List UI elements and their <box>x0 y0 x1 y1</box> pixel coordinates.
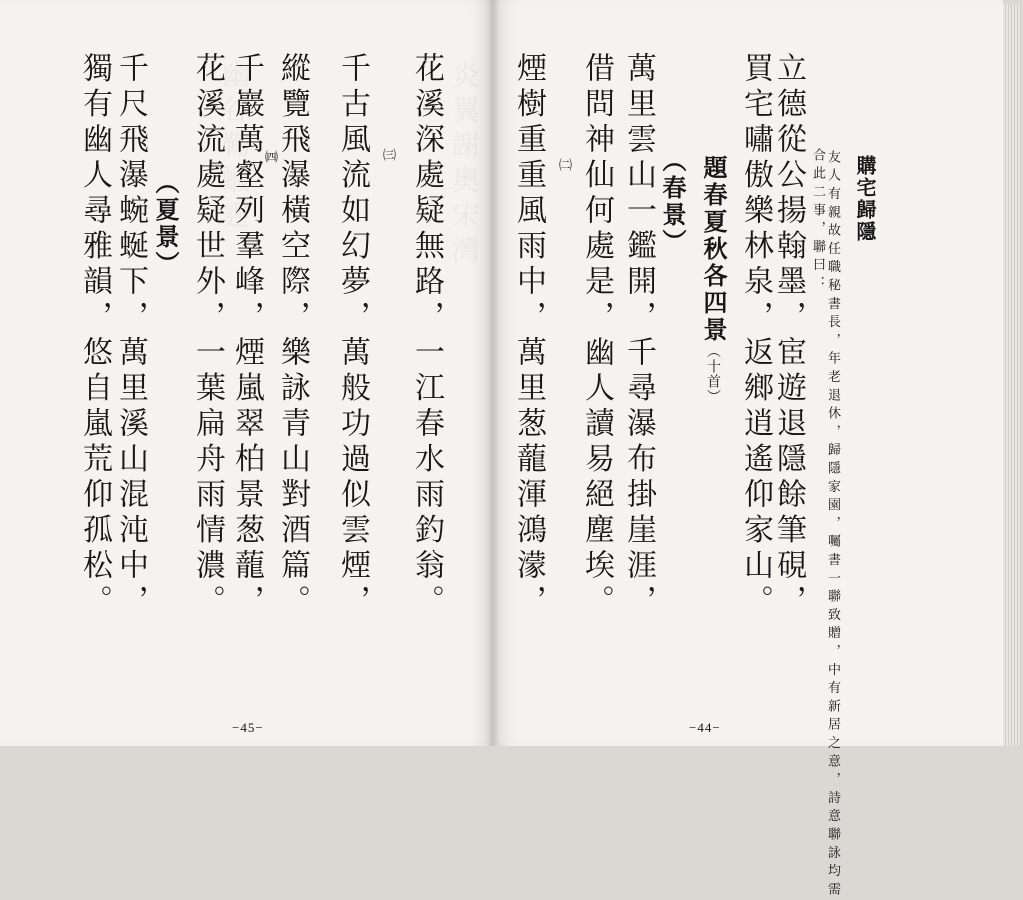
page-number-right: −44− <box>689 720 721 735</box>
left-line-6: 千尺飛瀑蜿蜒下，萬里溪山混沌中， <box>113 52 148 620</box>
left-marker-4: ㈣ <box>262 150 277 169</box>
page-edges <box>1003 4 1021 746</box>
heading-main <box>701 155 725 404</box>
poem1-line-1: 萬里雲山一鑑開，千尋瀑布掛崖涯， <box>621 52 656 620</box>
page-number-left: −45− <box>232 720 264 735</box>
left-page <box>0 0 493 746</box>
heading-sub-text: （十首） <box>705 344 721 404</box>
left-line-7: 獨有幽人尋雅韻，悠自嵐荒仰孤松。 <box>77 52 112 620</box>
left-marker-3: ㈢ <box>380 148 395 167</box>
marker-2: ㈡ <box>556 158 571 177</box>
left-line-4: 千巖萬壑列羣峰，煙嵐翠柏景葱蘢， <box>229 52 264 620</box>
summer-heading: （夏景） <box>151 170 179 278</box>
show-through-text <box>450 60 478 270</box>
poem2-line-1: 煙樹重重風雨中，萬里葱蘢渾鴻濛， <box>511 52 546 620</box>
left-line-3: 縱覽飛瀑橫空際，樂詠青山對酒篇。 <box>275 52 310 620</box>
book-gutter <box>486 0 500 746</box>
right-page <box>493 0 1003 900</box>
intro-text-line-2: 合此二事，聯曰： <box>810 148 825 295</box>
heading-main-text: 題春夏秋各四景 <box>699 155 727 344</box>
left-line-2: 千古風流如幻夢，萬般功過似雲煙， <box>335 52 370 620</box>
couplet-line-2: 買宅嘯傲樂林泉，返鄉逍遙仰家山。 <box>738 52 773 620</box>
left-line-5: 花溪流處疑世外，一葉扁舟雨情濃。 <box>190 52 225 620</box>
left-line-1: 花溪深處疑無路，一江春水雨釣翁。 <box>409 52 444 620</box>
couplet-line-1: 立德從公揚翰墨，宦遊退隱餘筆硯， <box>771 52 806 620</box>
section-title: 購宅歸隱 <box>853 155 877 243</box>
intro-text-line-1: 友人有親故任職秘書長，年老退休，歸隱家園，囑書一聯致贈，中有新居之意，詩意聯詠均需 <box>825 150 840 900</box>
poem1-line-2: 借問神仙何處是，幽人讀易絕塵埃。 <box>579 52 614 620</box>
spring-heading: （春景） <box>658 148 686 256</box>
